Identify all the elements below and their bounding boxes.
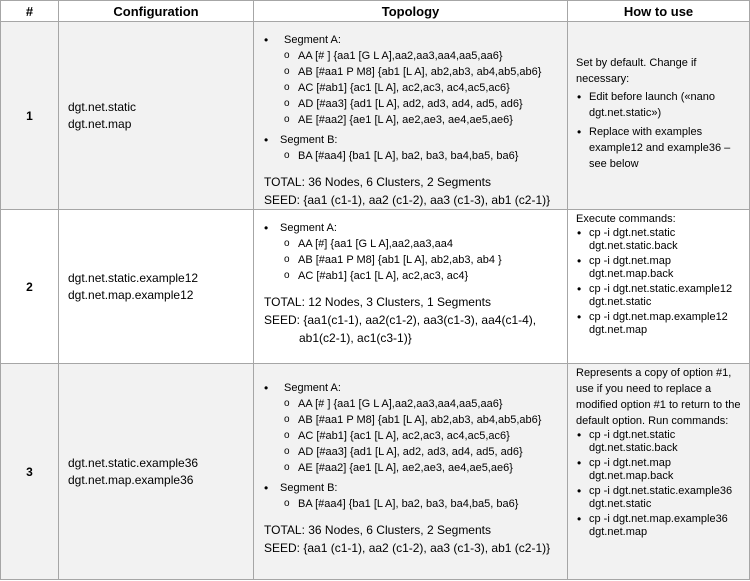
cluster-line: o BA [#aa4] {ba1 [L A], ba2, ba3, ba4,ba5, ba6} — [284, 498, 519, 510]
bullet-icon: • — [577, 484, 582, 498]
header-num: # — [1, 1, 59, 22]
segment-a-label: • Segment A: — [264, 221, 337, 235]
config-file: dgt.net.map.example12 — [68, 287, 194, 302]
segment-b-label: • Segment B: — [264, 133, 338, 147]
config-file: dgt.net.map.example36 — [68, 472, 194, 487]
configuration-cell — [59, 210, 254, 364]
topology-cell — [254, 22, 568, 210]
cluster-line: o AC [#ab1] {ac1 [L A], ac2,ac3, ac4,ac5,ac6} — [284, 82, 510, 94]
bullet-icon: • — [264, 381, 269, 395]
cluster-line: o AB [#aa1 P M8] {ab1 [L A], ab2,ab3, ab4 } — [284, 254, 502, 266]
seed-line-continued: ab1(c2-1), ac1(c3-1)} — [299, 331, 412, 345]
total-line: TOTAL: 12 Nodes, 3 Clusters, 1 Segments — [264, 295, 491, 309]
segment-b-label: • Segment B: — [264, 481, 338, 495]
cluster-line: o AB [#aa1 P M8] {ab1 [L A], ab2,ab3, ab4,ab5,ab6} — [284, 66, 542, 78]
circle-bullet-icon: o — [284, 446, 290, 457]
cluster-line: o BA [#aa4] {ba1 [L A], ba2, ba3, ba4,ba5, ba6} — [284, 150, 519, 162]
how-bullet: • cp -i dgt.net.static dgt.net.static.back — [577, 226, 678, 252]
configuration-cell — [59, 364, 254, 580]
segment-a-label: • Segment A: — [264, 381, 341, 395]
bullet-icon: • — [577, 310, 582, 324]
config-file: dgt.net.static — [68, 99, 137, 114]
bullet-icon: • — [577, 90, 582, 104]
header-configuration: Configuration — [59, 1, 254, 22]
bullet-icon: • — [577, 254, 582, 268]
circle-bullet-icon: o — [284, 462, 290, 473]
config-file: dgt.net.static.example12 — [68, 270, 199, 285]
cluster-line: o AE [#aa2] {ae1 [L A], ae2,ae3, ae4,ae5,ae6} — [284, 462, 513, 474]
seed-line: SEED: {aa1 (c1-1), aa2 (c1-2), aa3 (c1-3), ab1 (c2-1)} — [264, 193, 551, 207]
bullet-icon: • — [577, 512, 582, 526]
row-number: 2 — [1, 210, 59, 364]
bullet-icon: • — [264, 221, 269, 235]
table-row — [1, 210, 750, 364]
how-bullet: • cp -i dgt.net.map dgt.net.map.back — [577, 254, 674, 280]
how-bullet: • cp -i dgt.net.static dgt.net.static.back — [577, 428, 678, 454]
cluster-line: o AC [#ab1] {ac1 [L A], ac2,ac3, ac4} — [284, 270, 469, 282]
circle-bullet-icon: o — [284, 66, 290, 77]
bullet-icon: • — [264, 481, 269, 495]
bullet-icon: • — [577, 125, 582, 139]
how-bullet: • cp -i dgt.net.map dgt.net.map.back — [577, 456, 674, 482]
how-bullet: • Edit before launch («nano dgt.net.static») — [577, 90, 715, 119]
cluster-line: o AD [#aa3] {ad1 [L A], ad2, ad3, ad4, ad5, ad6} — [284, 98, 523, 110]
circle-bullet-icon: o — [284, 398, 290, 409]
how-bullet: • cp -i dgt.net.static.example12 dgt.net.static — [577, 282, 733, 308]
bullet-icon: • — [577, 428, 582, 442]
circle-bullet-icon: o — [284, 98, 290, 109]
row-number: 1 — [1, 22, 59, 210]
how-intro: Execute commands: — [576, 213, 676, 225]
how-bullet: • Replace with examples example12 and example36 – see below — [577, 125, 731, 170]
bullet-icon: • — [577, 282, 582, 296]
seed-line: SEED: {aa1 (c1-1), aa2 (c1-2), aa3 (c1-3), ab1 (c2-1)} — [264, 541, 551, 555]
how-to-use-cell — [568, 210, 750, 364]
bullet-icon: • — [264, 133, 269, 147]
total-line: TOTAL: 36 Nodes, 6 Clusters, 2 Segments — [264, 523, 491, 537]
circle-bullet-icon: o — [284, 114, 290, 125]
circle-bullet-icon: o — [284, 238, 290, 249]
circle-bullet-icon: o — [284, 50, 290, 61]
how-to-use-cell — [568, 364, 750, 580]
topology-cell — [254, 210, 568, 364]
header-topology: Topology — [254, 1, 568, 22]
row-number: 3 — [1, 364, 59, 580]
circle-bullet-icon: o — [284, 414, 290, 425]
cluster-line: o AA [# ] {aa1 [G L A],aa2,aa3,aa4,aa5,aa6} — [284, 398, 503, 410]
how-intro: Represents a copy of option #1, use if you need to replace a modified option #1 to return to the default option. Run commands: — [576, 367, 741, 427]
config-file: dgt.net.map — [68, 116, 132, 131]
circle-bullet-icon: o — [284, 430, 290, 441]
circle-bullet-icon: o — [284, 150, 290, 161]
cluster-line: o AA [# ] {aa1 [G L A],aa2,aa3,aa4,aa5,aa6} — [284, 50, 503, 62]
table-row — [1, 364, 750, 580]
table-row — [1, 22, 750, 210]
bullet-icon: • — [577, 456, 582, 470]
how-to-use-cell — [568, 22, 750, 210]
header-how-to-use: How to use — [568, 1, 750, 22]
circle-bullet-icon: o — [284, 270, 290, 281]
cluster-line: o AE [#aa2] {ae1 [L A], ae2,ae3, ae4,ae5,ae6} — [284, 114, 513, 126]
bullet-icon: • — [264, 33, 269, 47]
config-file: dgt.net.static.example36 — [68, 455, 199, 470]
cluster-line: o AA [#] {aa1 [G L A],aa2,aa3,aa4 — [284, 238, 453, 250]
how-bullet: • cp -i dgt.net.static.example36 dgt.net.static — [577, 484, 733, 510]
header-row — [1, 1, 750, 22]
circle-bullet-icon: o — [284, 254, 290, 265]
configuration-cell — [59, 22, 254, 210]
topology-cell — [254, 364, 568, 580]
how-bullet: • cp -i dgt.net.map.example36 dgt.net.map — [577, 512, 728, 538]
how-intro: Set by default. Change if necessary: — [576, 57, 697, 85]
how-bullet: • cp -i dgt.net.map.example12 dgt.net.map — [577, 310, 728, 336]
circle-bullet-icon: o — [284, 82, 290, 93]
bullet-icon: • — [577, 226, 582, 240]
cluster-line: o AC [#ab1] {ac1 [L A], ac2,ac3, ac4,ac5,ac6} — [284, 430, 510, 442]
seed-line: SEED: {aa1(c1-1), aa2(c1-2), aa3(c1-3), aa4(c1-4), — [264, 313, 537, 327]
cluster-line: o AB [#aa1 P M8] {ab1 [L A], ab2,ab3, ab4,ab5,ab6} — [284, 414, 542, 426]
circle-bullet-icon: o — [284, 498, 290, 509]
total-line: TOTAL: 36 Nodes, 6 Clusters, 2 Segments — [264, 175, 491, 189]
segment-a-label: • Segment A: — [264, 33, 341, 47]
cluster-line: o AD [#aa3] {ad1 [L A], ad2, ad3, ad4, ad5, ad6} — [284, 446, 523, 458]
